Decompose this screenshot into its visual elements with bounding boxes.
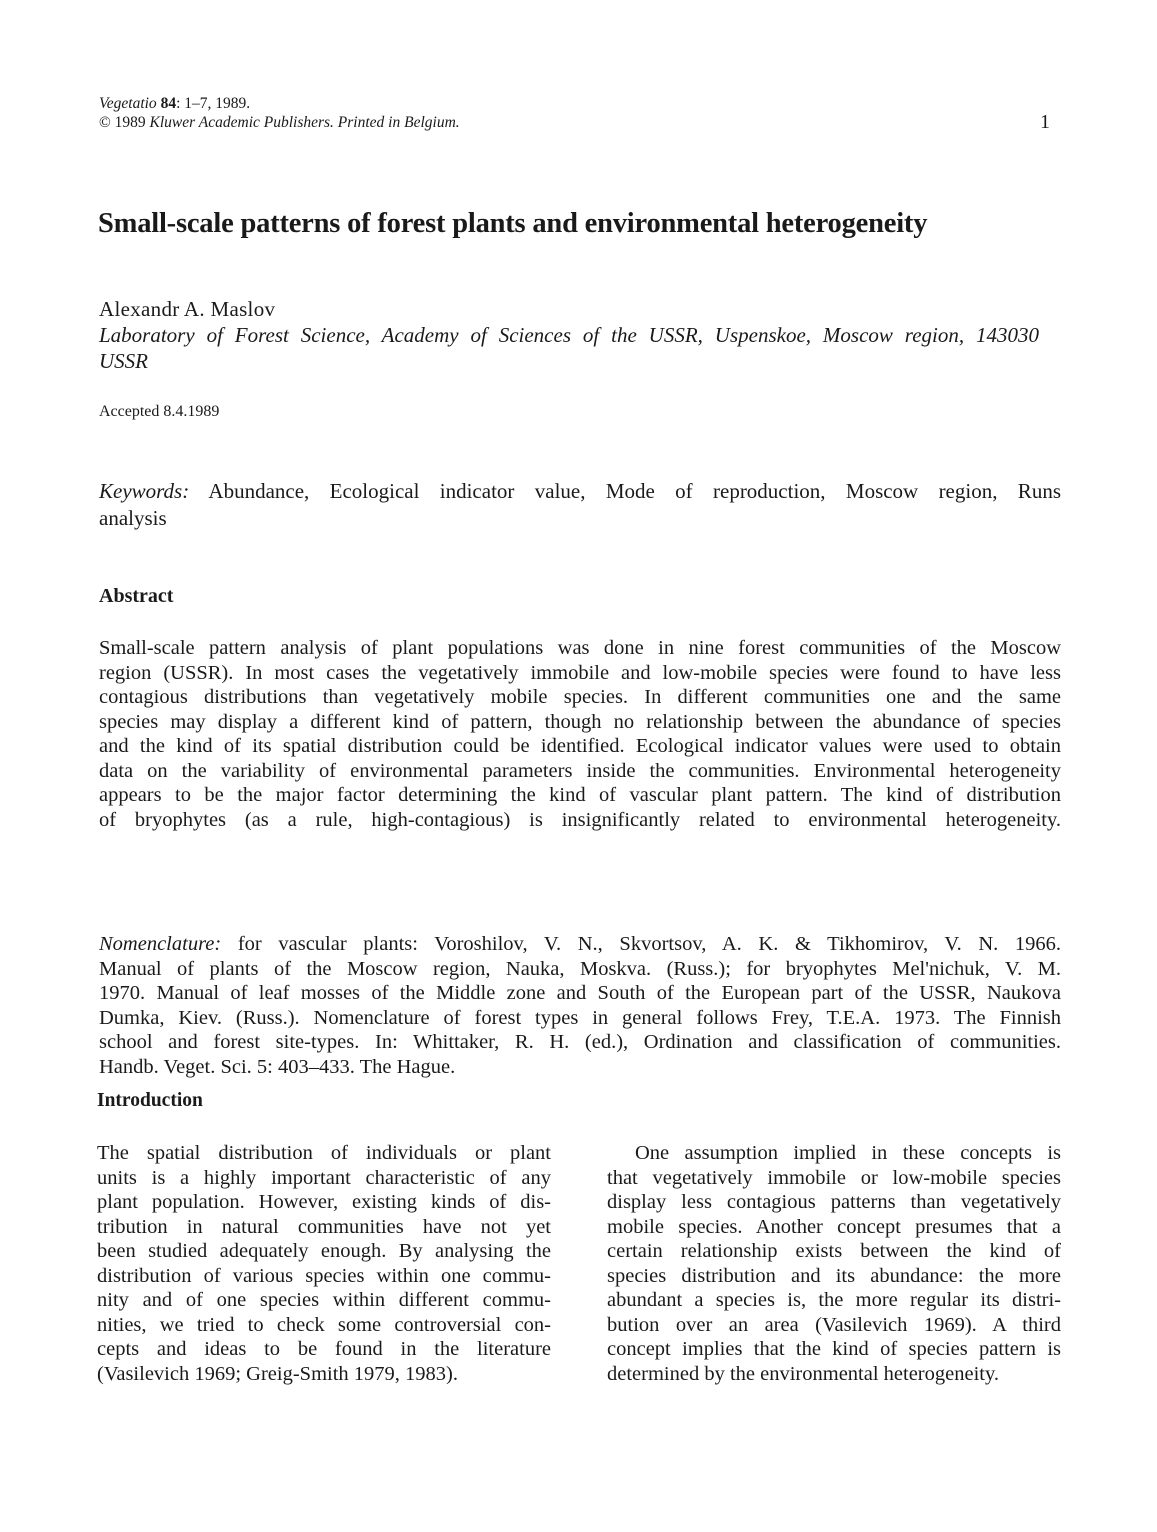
body-line: that vegetatively immobile or low-mobile species xyxy=(607,1166,1061,1189)
abstract-body xyxy=(99,636,1061,832)
abstract-line: region (USSR). In most cases the vegetatively immobile and low-mobile species were found to have less xyxy=(99,661,1061,684)
body-line: concept implies that the kind of species pattern is xyxy=(607,1338,1061,1360)
body-line: nities, we tried to check some controversial con- xyxy=(97,1313,551,1336)
keywords-line: analysis xyxy=(99,506,167,530)
body-line: bution over an area (Vasilevich 1969). A third xyxy=(607,1313,1061,1336)
author-name: Alexandr A. Maslov xyxy=(99,297,276,321)
body-line: mobile species. Another concept presumes that a xyxy=(607,1215,1061,1238)
body-line: (Vasilevich 1969; Greig-Smith 1979, 1983). xyxy=(97,1362,458,1385)
abstract-line: data on the variability of environmental parameters inside the communities. Environmental heterogeneity xyxy=(99,759,1061,782)
nomenclature-note xyxy=(99,932,1061,1079)
keywords xyxy=(99,478,1061,532)
body-line: units is a highly important characteristic of any xyxy=(97,1166,551,1189)
keywords-text: Abundance, Ecological indicator value, Mode of reproduction, Moscow region, Runs xyxy=(208,479,1061,503)
page-number: 1 xyxy=(1040,111,1050,133)
nomenclature-line: Manual of plants of the Moscow region, Nauka, Moskva. (Russ.); for bryophytes Mel'nichuk, V. M. xyxy=(99,957,1061,980)
publisher-info: Kluwer Academic Publishers. Printed in Belgium. xyxy=(149,114,460,131)
journal-pages: : 1–7, 1989. xyxy=(176,95,251,112)
body-line: determined by the environmental heterogeneity. xyxy=(607,1362,1000,1385)
body-line: cepts and ideas to be found in the literature xyxy=(97,1338,551,1360)
abstract-line: of bryophytes (as a rule, high-contagious) is insignificantly related to environmental heterogeneity. xyxy=(99,808,1061,831)
abstract-heading: Abstract xyxy=(99,585,174,607)
body-line: distribution of various species within one commu- xyxy=(97,1264,551,1287)
introduction-left-column xyxy=(97,1141,551,1386)
body-line: One assumption implied in these concepts is xyxy=(635,1142,1061,1164)
journal-name: Vegetatio xyxy=(99,95,157,112)
abstract-line: species may display a different kind of pattern, though no relationship between the abundance of species xyxy=(99,710,1061,733)
journal-volume: 84 xyxy=(160,95,177,112)
body-line: plant population. However, existing kinds of dis- xyxy=(97,1191,551,1213)
body-line: species distribution and its abundance: the more xyxy=(607,1264,1061,1287)
body-line: display less contagious patterns than vegetatively xyxy=(607,1191,1061,1213)
body-line: nity and of one species within different commu- xyxy=(97,1289,551,1311)
introduction-heading: Introduction xyxy=(97,1090,203,1111)
affiliation-line: Laboratory of Forest Science, Academy of Sciences of the USSR, Uspenskoe, Moscow region, 143030 xyxy=(99,323,1039,347)
copyright-symbol: © xyxy=(99,114,111,131)
copyright-year: 1989 xyxy=(114,114,146,131)
nomenclature-text: for vascular plants: Voroshilov, V. N., Skvortsov, A. K. & Tikhomirov, V. N. 1966. xyxy=(237,933,1062,955)
nomenclature-line: 1970. Manual of leaf mosses of the Middle zone and South of the European part of the USSR, Naukova xyxy=(99,982,1061,1004)
abstract-line: contagious distributions than vegetatively mobile species. In different communities one and the same xyxy=(99,686,1061,708)
nomenclature-line: school and forest site-types. In: Whittaker, R. H. (ed.), Ordination and classification of communities. xyxy=(99,1031,1061,1053)
abstract-line: Small-scale pattern analysis of plant populations was done in nine forest communities of the Moscow xyxy=(99,637,1061,659)
body-line: abundant a species is, the more regular its distri- xyxy=(607,1289,1061,1311)
affiliation-line: USSR xyxy=(99,349,148,373)
accepted-date: Accepted 8.4.1989 xyxy=(99,403,220,420)
nomenclature-line: Handb. Veget. Sci. 5: 403–433. The Hague. xyxy=(99,1055,456,1078)
keywords-line xyxy=(99,478,1061,505)
body-line: tribution in natural communities have not yet xyxy=(97,1215,551,1238)
citation-line xyxy=(99,94,1059,113)
nomenclature-label: Nomenclature: xyxy=(99,933,222,955)
introduction-right-column xyxy=(607,1141,1061,1386)
nomenclature-line xyxy=(99,932,1061,957)
body-line: certain relationship exists between the kind of xyxy=(607,1240,1061,1262)
body-line: The spatial distribution of individuals or plant xyxy=(97,1142,551,1164)
abstract-line: appears to be the major factor determining the kind of vascular plant pattern. The kind of distribution xyxy=(99,784,1061,806)
copyright-line xyxy=(99,113,1059,132)
author-affiliation xyxy=(99,322,1039,374)
paper-title: Small-scale patterns of forest plants and environmental heterogeneity xyxy=(98,208,928,239)
abstract-line: and the kind of its spatial distribution could be identified. Ecological indicator values were used to obtain xyxy=(99,735,1061,757)
body-line: been studied adequately enough. By analysing the xyxy=(97,1240,551,1262)
journal-header xyxy=(99,94,1059,132)
keywords-label: Keywords: xyxy=(99,479,190,503)
nomenclature-line: Dumka, Kiev. (Russ.). Nomenclature of forest types in general follows Frey, T.E.A. 1973. The Finnish xyxy=(99,1006,1061,1029)
